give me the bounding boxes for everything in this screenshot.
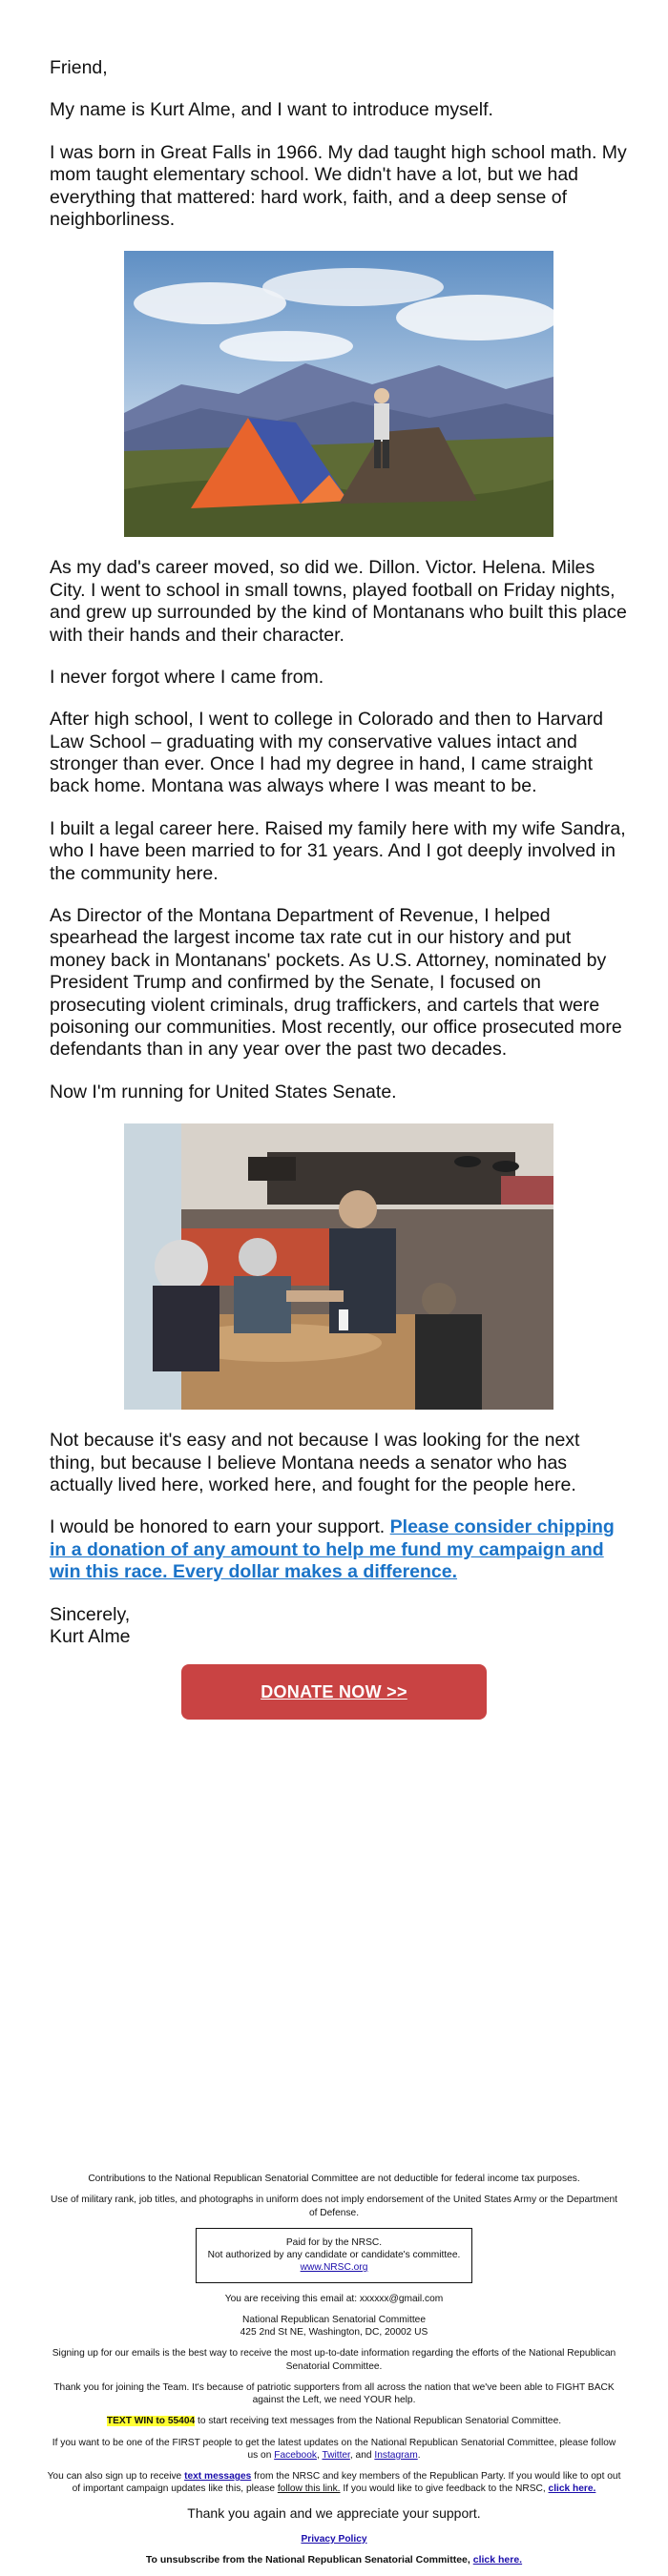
feedback-link[interactable]: click here.	[548, 2483, 596, 2495]
email-footer	[46, 2173, 622, 2576]
sms-lead: You can also sign up to receive	[47, 2471, 185, 2482]
paragraph-career: As Director of the Montana Department of Revenue, I helped spearhead the largest income tax rate cut in our history and put money back in Montanans' pockets. As U.S. Attorney, nominated by President Trump and confirmed by the Senate, I focused on prosecuting violent criminals, drug traffickers, and cartels that were poisoning our communities. Most recently, our office prosecuted more defendants than in any year over the past two decades.	[50, 905, 622, 1061]
thanks-again: Thank you again and we appreciate your support.	[187, 2504, 481, 2521]
twitter-link[interactable]: Twitter	[322, 2449, 350, 2461]
org-address-block	[46, 2314, 622, 2339]
paragraph-roots: I never forgot where I came from.	[50, 666, 324, 688]
ask-lead: I would be honored to earn your support.	[50, 1516, 390, 1538]
paragraph-intro: My name is Kurt Alme, and I want to introduce myself.	[50, 99, 493, 121]
social-follow	[46, 2437, 622, 2463]
facebook-link[interactable]: Facebook	[274, 2449, 317, 2461]
paragraph-family: I built a legal career here. Raised my family here with my wife Sandra, who I have been married to for 31 years. And I got deeply involved in the community here.	[50, 817, 626, 884]
greeting: Friend,	[50, 57, 108, 78]
sep-2: , and	[349, 2449, 375, 2461]
sms-mid-2: If you would like to give feedback to the NRSC,	[340, 2483, 549, 2495]
email-letter	[50, 57, 628, 1648]
org-name: National Republican Senatorial Committee	[242, 2314, 426, 2325]
paragraph-education: After high school, I went to college in Colorado and then to Harvard Law School – graduating with my conservative values intact and stronger than ever. Once I had my degree in hand, I came straight back home. Montana was always where I was meant to be.	[50, 709, 603, 797]
paragraph-ask	[50, 1516, 628, 1583]
nrsc-website-link[interactable]: www.NRSC.org	[300, 2262, 368, 2274]
tax-disclaimer: Contributions to the National Republican Senatorial Committee are not deductible for federal income tax purposes.	[88, 2174, 580, 2184]
sms-mid: from the NRSC and key members of the Republican Party. If you would like to opt out of important campaign updates like this, please	[72, 2471, 621, 2495]
sms-optout	[46, 2470, 622, 2496]
org-address: 425 2nd St NE, Washington, DC, 20002 US	[240, 2327, 428, 2338]
photo-camping-tent	[124, 251, 553, 537]
unsubscribe-lead: To unsubscribe from the National Republican Senatorial Committee,	[145, 2553, 473, 2566]
camping-photo-illustration	[124, 251, 553, 537]
opt-out-link[interactable]: follow this link.	[277, 2483, 341, 2495]
donate-section	[0, 1664, 668, 1720]
unsubscribe-line	[46, 2554, 622, 2567]
receiving-email-notice: You are receiving this email at: xxxxxx@gmail.com	[224, 2293, 444, 2304]
paid-line-2: Not authorized by any candidate or candidate's committee.	[207, 2250, 461, 2260]
paragraph-childhood: I was born in Great Falls in 1966. My dad taught high school math. My mom taught elementary school. We didn't have a lot, but we had everything that mattered: hard work, faith, and a deep sense of neighborliness.	[50, 141, 627, 230]
privacy-policy-link[interactable]: Privacy Policy	[301, 2533, 367, 2545]
sep-1: ,	[316, 2449, 323, 2461]
diner-photo-illustration	[124, 1123, 553, 1410]
text-signup-rest: to start receiving text messages from the National Republican Senatorial Committee.	[195, 2416, 562, 2427]
paragraph-senate: Now I'm running for United States Senate.	[50, 1081, 397, 1103]
period: .	[417, 2449, 421, 2461]
military-disclaimer: Use of military rank, job titles, and photographs in uniform does not imply endorsement of the United States Army or the Department of Defense.	[51, 2195, 617, 2218]
unsubscribe-link[interactable]: click here.	[472, 2553, 523, 2566]
photo-diner-handshake	[124, 1123, 553, 1410]
team-thanks: Thank you for joining the Team. It's because of patriotic supporters from all across the nation that we've been able to FIGHT BACK against the Left, we need YOUR help.	[53, 2381, 615, 2405]
paragraph-reason: Not because it's easy and not because I was looking for the next thing, but because I believe Montana needs a senator who has actually lived here, worked here, and fought for the people here.	[50, 1430, 580, 1495]
paid-line-1: Paid for by the NRSC.	[285, 2236, 383, 2248]
text-win-highlight: TEXT WIN to 55404	[106, 2416, 196, 2427]
follow-lead: If you want to be one of the FIRST people to get the latest updates on the National Republican Senatorial Committee, please follow us on	[52, 2437, 616, 2461]
instagram-link[interactable]: Instagram	[374, 2449, 418, 2461]
text-messages-link[interactable]: text messages	[184, 2471, 252, 2482]
paid-for-box	[196, 2228, 472, 2283]
donation-link[interactable]: Please consider chipping in a donation of any amount to help me fund my campaign and win this race. Every dollar makes a difference.	[50, 1516, 615, 1583]
signoff	[50, 1604, 628, 1649]
closing: Sincerely,	[50, 1603, 131, 1625]
text-signup	[46, 2415, 622, 2427]
donate-now-button[interactable]: DONATE NOW >>	[181, 1664, 487, 1720]
signup-notice: Signing up for our emails is the best way to receive the most up-to-date information regarding the efforts of the National Republican Senatorial Committee.	[52, 2348, 616, 2372]
signature: Kurt Alme	[50, 1625, 131, 1647]
paragraph-towns: As my dad's career moved, so did we. Dillon. Victor. Helena. Miles City. I went to school in small towns, played football on Friday nights, and grew up surrounded by the kind of Montanans who built this place with their hands and their character.	[50, 557, 627, 646]
